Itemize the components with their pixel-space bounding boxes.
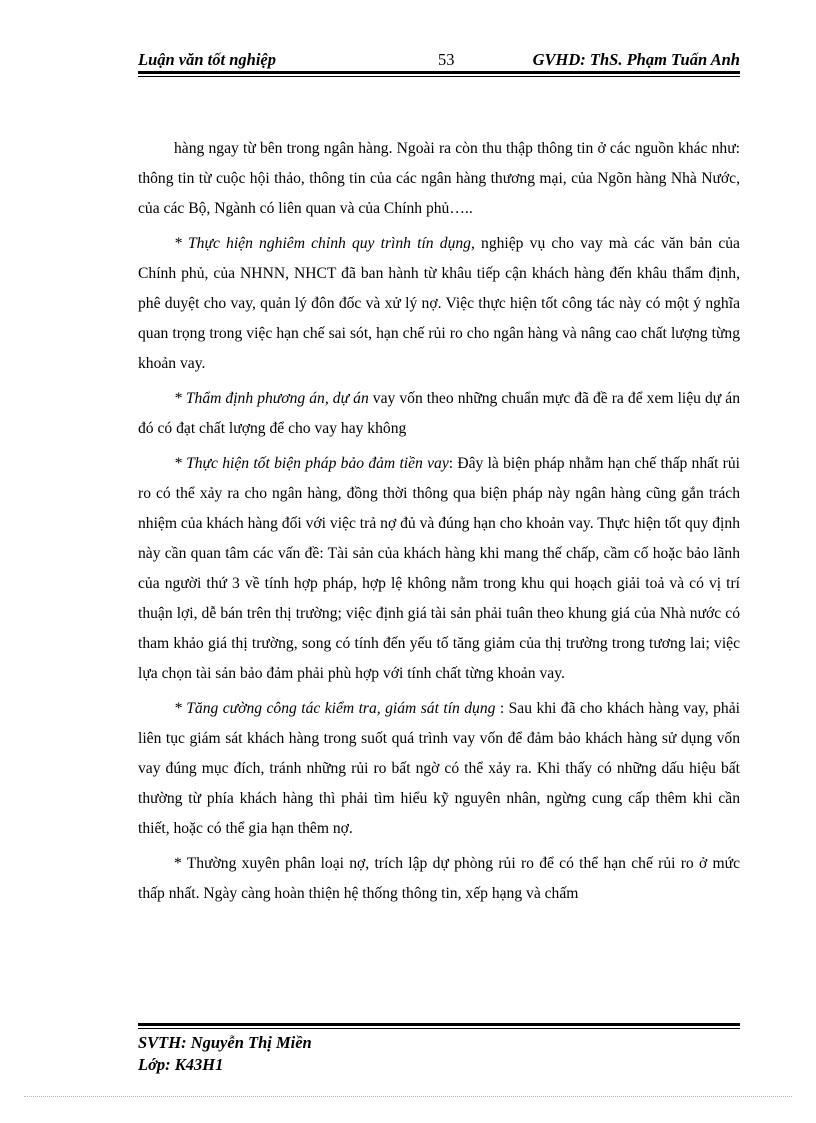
page-footer: [138, 1032, 312, 1076]
footer-class: Lớp: K43H1: [138, 1055, 224, 1074]
paragraph-4-heading: * Thực hiện tốt biện pháp bảo đảm tiền vay: [174, 455, 449, 472]
paragraph-2-text: , nghiệp vụ cho vay mà các văn bản của Chính phủ, của NHNN, NHCT đã ban hành từ khâu tiếp cận khách hàng đến khâu thẩm định, phê duyệt cho vay, quản lý đôn đốc và xử lý nợ. Việc thực hiện tốt công tác này có một ý nghĩa quan trọng trong việc hạn chế sai sót, hạn chế rủi ro cho ngân hàng và nâng cao chất lượng từng khoản vay.: [138, 235, 740, 372]
paragraph-2-heading: * Thực hiện nghiêm chỉnh quy trình tín dụng: [174, 235, 471, 252]
page-boundary-line: [24, 1096, 792, 1097]
paragraph-1: hàng ngay từ bên trong ngân hàng. Ngoài ra còn thu thập thông tin ở các nguồn khác như: thông tin từ cuộc hội thảo, thông tin của các ngân hàng thương mại, của Ngõn hàng Nhà Nước, của các Bộ, Ngành có liên quan và của Chính phủ…..: [138, 140, 740, 217]
page-number: 53: [438, 50, 455, 69]
paragraph-4-text: : Đây là biện pháp nhằm hạn chế thấp nhất rủi ro có thể xảy ra cho ngân hàng, đồng thời thông qua biện pháp này ngân hàng cũng gắn trách nhiệm của khách hàng đối với việc trả nợ đủ và đúng hạn cho khoản vay. Thực hiện tốt quy định này cần quan tâm các vấn đề: Tài sản của khách hàng khi mang thế chấp, cầm cố hoặc bảo lãnh của người thứ 3 về tính hợp pháp, hợp lệ không nằm trong khu qui hoạch giải toả và có vị trí thuận lợi, dễ bán trên thị trường; việc định giá tài sản phải tuân theo khung giá của Nhà nước có tham khảo giá thị trường, song có tính đến yếu tố tăng giảm của thị trường trong tương lai; việc lựa chọn tài sản bảo đảm phải phù hợp với tính chất từng khoản vay.: [138, 455, 741, 682]
paragraph-2: [138, 229, 740, 379]
paragraph-3-text: vay vốn theo những chuẩn mực đã đề ra để xem liệu dự án đó có đạt chất lượng để cho vay hay không: [138, 390, 741, 437]
paragraph-5-heading: * Tăng cường công tác kiểm tra, giám sát tín dụng: [174, 700, 496, 717]
header-supervisor: GVHD: ThS. Phạm Tuấn Anh: [532, 50, 740, 69]
header-rule-thick: [138, 71, 740, 74]
footer-rule-thick: [138, 1023, 740, 1026]
header-thesis-title: Luận văn tốt nghiệp: [138, 50, 276, 69]
page-header: [138, 48, 740, 70]
footer-student-name: SVTH: Nguyễn Thị Miền: [138, 1033, 312, 1052]
paragraph-5: [138, 694, 740, 844]
paragraph-3-heading: * Thẩm định phương án, dự án: [174, 390, 369, 407]
footer-rule-thin: [138, 1028, 740, 1029]
header-rule-thin: [138, 76, 740, 77]
page-body: [138, 134, 740, 914]
paragraph-3: [138, 384, 740, 444]
paragraph-4: [138, 449, 740, 689]
paragraph-5-text: : Sau khi đã cho khách hàng vay, phải liên tục giám sát khách hàng trong suốt quá trình vay vốn để đảm bảo khách hàng sử dụng vốn vay đúng mục đích, tránh những rủi ro bất ngờ có thể xảy ra. Khi thấy có những dấu hiệu bất thường từ phía khách hàng thì phải tìm hiểu kỹ nguyên nhân, ngừng cung cấp thêm khi cần thiết, hoặc có thể gia hạn thêm nợ.: [138, 700, 740, 837]
paragraph-6: * Thường xuyên phân loại nợ, trích lập dự phòng rủi ro để có thể hạn chế rủi ro ở mức thấp nhất. Ngày càng hoàn thiện hệ thống thông tin, xếp hạng và chấm: [138, 855, 740, 902]
